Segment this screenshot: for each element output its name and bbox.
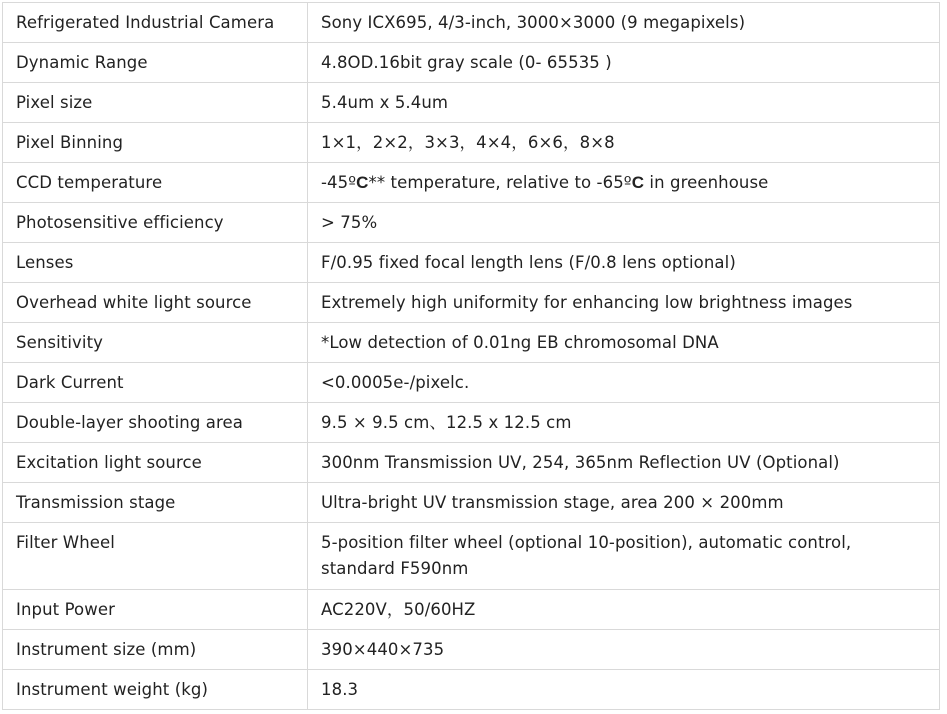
spec-value-line: 5-position filter wheel (optional 10-position), automatic control, (321, 533, 852, 552)
table-row (3, 123, 940, 163)
spec-label: Dynamic Range (3, 43, 308, 83)
spec-value: <0.0005e-/pixelc. (308, 363, 940, 403)
spec-value: 5.4um x 5.4um (308, 83, 940, 123)
spec-value: 1×1，2×2，3×3，4×4，6×6，8×8 (308, 123, 940, 163)
spec-value (308, 523, 940, 590)
spec-value-line: standard F590nm (321, 559, 469, 578)
spec-label: Transmission stage (3, 483, 308, 523)
spec-value: 18.3 (308, 670, 940, 710)
celsius-unit: C (631, 173, 645, 192)
spec-value: Ultra-bright UV transmission stage, area 200 × 200mm (308, 483, 940, 523)
spec-value: Extremely high uniformity for enhancing low brightness images (308, 283, 940, 323)
table-row (3, 590, 940, 630)
spec-label: Pixel size (3, 83, 308, 123)
spec-value: *Low detection of 0.01ng EB chromosomal DNA (308, 323, 940, 363)
spec-value: AC220V，50/60HZ (308, 590, 940, 630)
spec-value: F/0.95 fixed focal length lens (F/0.8 lens optional) (308, 243, 940, 283)
table-row (3, 43, 940, 83)
spec-label: Refrigerated Industrial Camera (3, 3, 308, 43)
spec-value: 4.8OD.16bit gray scale (0- 65535 ) (308, 43, 940, 83)
spec-value: Sony ICX695, 4/3-inch, 3000×3000 (9 megapixels) (308, 3, 940, 43)
table-row (3, 670, 940, 710)
table-row (3, 83, 940, 123)
table-row (3, 243, 940, 283)
table-row (3, 3, 940, 43)
spec-label: Overhead white light source (3, 283, 308, 323)
spec-value: 390×440×735 (308, 630, 940, 670)
spec-value (308, 163, 940, 203)
spec-label: Photosensitive efficiency (3, 203, 308, 243)
spec-label: Dark Current (3, 363, 308, 403)
spec-label: Instrument size (mm) (3, 630, 308, 670)
table-row (3, 323, 940, 363)
table-row (3, 403, 940, 443)
table-row (3, 203, 940, 243)
spec-label: Instrument weight (kg) (3, 670, 308, 710)
spec-value-text: ** temperature, relative to -65º (368, 173, 632, 192)
spec-label: Double-layer shooting area (3, 403, 308, 443)
table-row (3, 443, 940, 483)
table-row (3, 363, 940, 403)
spec-value-text: -45º (321, 173, 357, 192)
table-row (3, 163, 940, 203)
spec-value: 300nm Transmission UV, 254, 365nm Reflection UV (Optional) (308, 443, 940, 483)
table-row (3, 523, 940, 590)
spec-value-text: in greenhouse (644, 173, 769, 192)
spec-value: > 75% (308, 203, 940, 243)
spec-label: Excitation light source (3, 443, 308, 483)
spec-label: Input Power (3, 590, 308, 630)
spec-label: CCD temperature (3, 163, 308, 203)
spec-label: Pixel Binning (3, 123, 308, 163)
spec-label: Filter Wheel (3, 523, 308, 590)
table-row (3, 630, 940, 670)
spec-label: Lenses (3, 243, 308, 283)
table-row (3, 283, 940, 323)
celsius-unit: C (356, 173, 369, 192)
table-row (3, 483, 940, 523)
spec-label: Sensitivity (3, 323, 308, 363)
specifications-table (2, 2, 940, 710)
spec-value: 9.5 × 9.5 cm、12.5 x 12.5 cm (308, 403, 940, 443)
